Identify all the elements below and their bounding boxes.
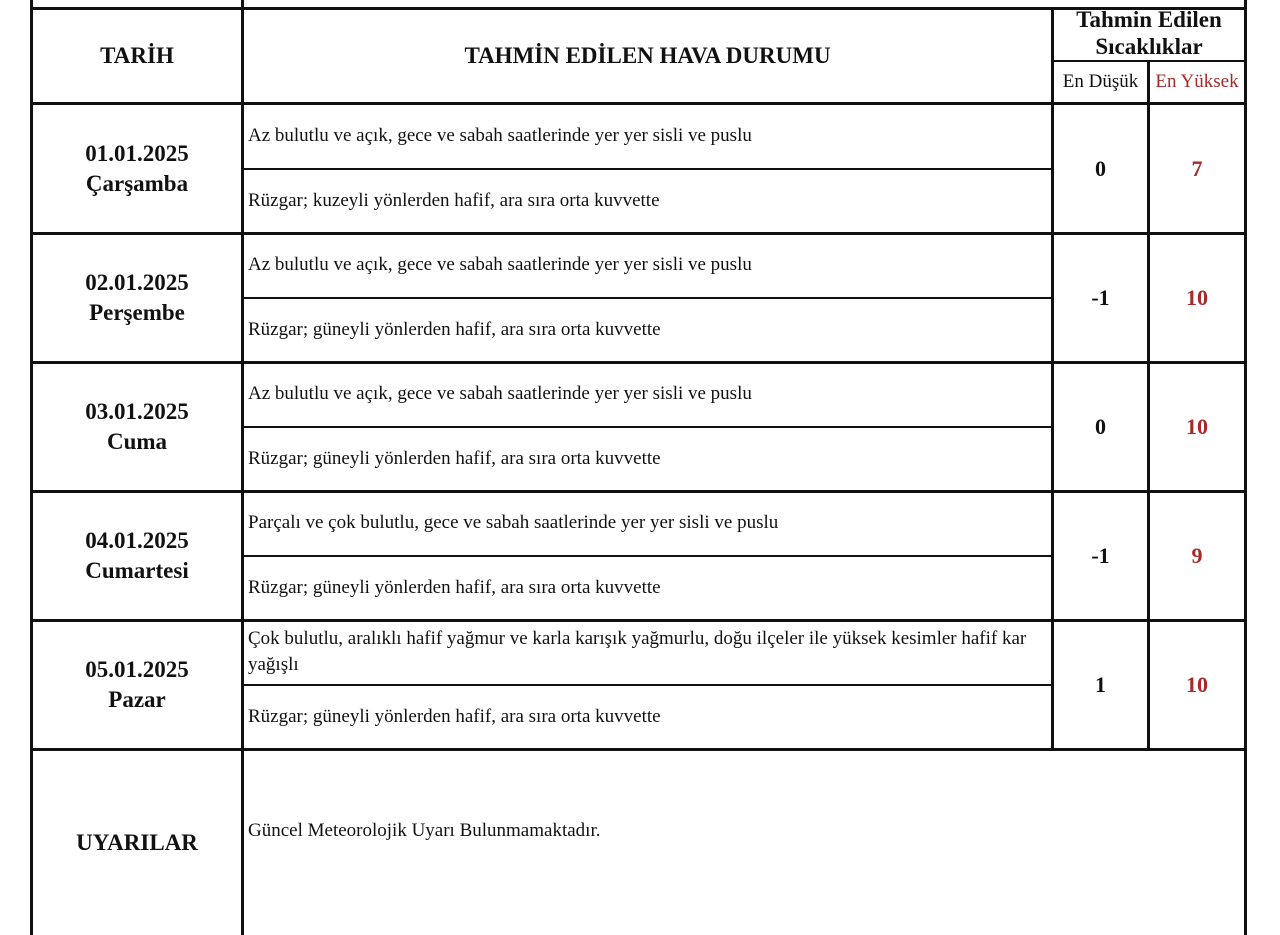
header-temperatures: Tahmin Edilen Sıcaklıklar <box>1076 7 1222 59</box>
temp-low: 1 <box>1095 672 1106 697</box>
temp-low: -1 <box>1091 285 1110 310</box>
temp-low: -1 <box>1091 543 1110 568</box>
sky-condition: Az bulutlu ve açık, gece ve sabah saatlerinde yer yer sisli ve puslu <box>248 254 752 275</box>
temp-low: 0 <box>1095 414 1106 439</box>
header-date: TARİH <box>100 43 174 68</box>
warnings-label: UYARILAR <box>76 830 198 855</box>
sky-condition: Az bulutlu ve açık, gece ve sabah saatlerinde yer yer sisli ve puslu <box>248 383 752 404</box>
date: 05.01.2025 <box>85 657 189 682</box>
date: 03.01.2025 <box>85 399 189 424</box>
wind-condition: Rüzgar; güneyli yönlerden hafif, ara sıra orta kuvvette <box>248 448 661 469</box>
wind-condition: Rüzgar; güneyli yönlerden hafif, ara sıra orta kuvvette <box>248 577 661 598</box>
weekday: Perşembe <box>89 300 185 325</box>
sky-condition: Çok bulutlu, aralıklı hafif yağmur ve karla karışık yağmurlu, doğu ilçeler ile yüksek kesimler hafif kar yağışlı <box>248 628 1027 675</box>
weekday: Cumartesi <box>85 558 189 583</box>
forecast-table <box>30 0 1248 935</box>
table-border-right <box>1244 0 1247 935</box>
temp-high: 10 <box>1186 285 1208 310</box>
header-weather: TAHMİN EDİLEN HAVA DURUMU <box>464 43 831 68</box>
weekday: Çarşamba <box>85 170 189 196</box>
temp-high: 10 <box>1186 414 1208 439</box>
temp-high: 9 <box>1191 543 1203 568</box>
wind-condition: Rüzgar; güneyli yönlerden hafif, ara sıra orta kuvvette <box>248 319 661 340</box>
date: 04.01.2025 <box>85 528 189 553</box>
sky-condition: Parçalı ve çok bulutlu, gece ve sabah saatlerinde yer yer sisli ve puslu <box>248 512 779 533</box>
sky-condition: Az bulutlu ve açık, gece ve sabah saatlerinde yer yer sisli ve puslu <box>248 125 752 146</box>
weekday: Pazar <box>108 687 166 712</box>
temp-low: 0 <box>1095 155 1106 181</box>
date-cell <box>33 364 241 490</box>
wind-condition: Rüzgar; güneyli yönlerden hafif, ara sıra orta kuvvette <box>248 706 661 727</box>
header-temp-high: En Yüksek <box>1155 71 1239 92</box>
temp-high: 7 <box>1191 155 1203 181</box>
weekday: Cuma <box>106 429 168 454</box>
date-cell <box>33 105 241 232</box>
warnings-text: Güncel Meteorolojik Uyarı Bulunmamaktadır. <box>248 820 601 841</box>
temp-high: 10 <box>1186 672 1208 697</box>
date-cell <box>33 235 241 361</box>
header-temp-low: En Düşük <box>1062 71 1139 92</box>
date: 01.01.2025 <box>85 140 189 166</box>
date: 02.01.2025 <box>85 270 189 295</box>
wind-condition: Rüzgar; kuzeyli yönlerden hafif, ara sıra orta kuvvette <box>248 190 660 211</box>
date-cell <box>33 493 241 619</box>
date-cell <box>33 622 241 748</box>
